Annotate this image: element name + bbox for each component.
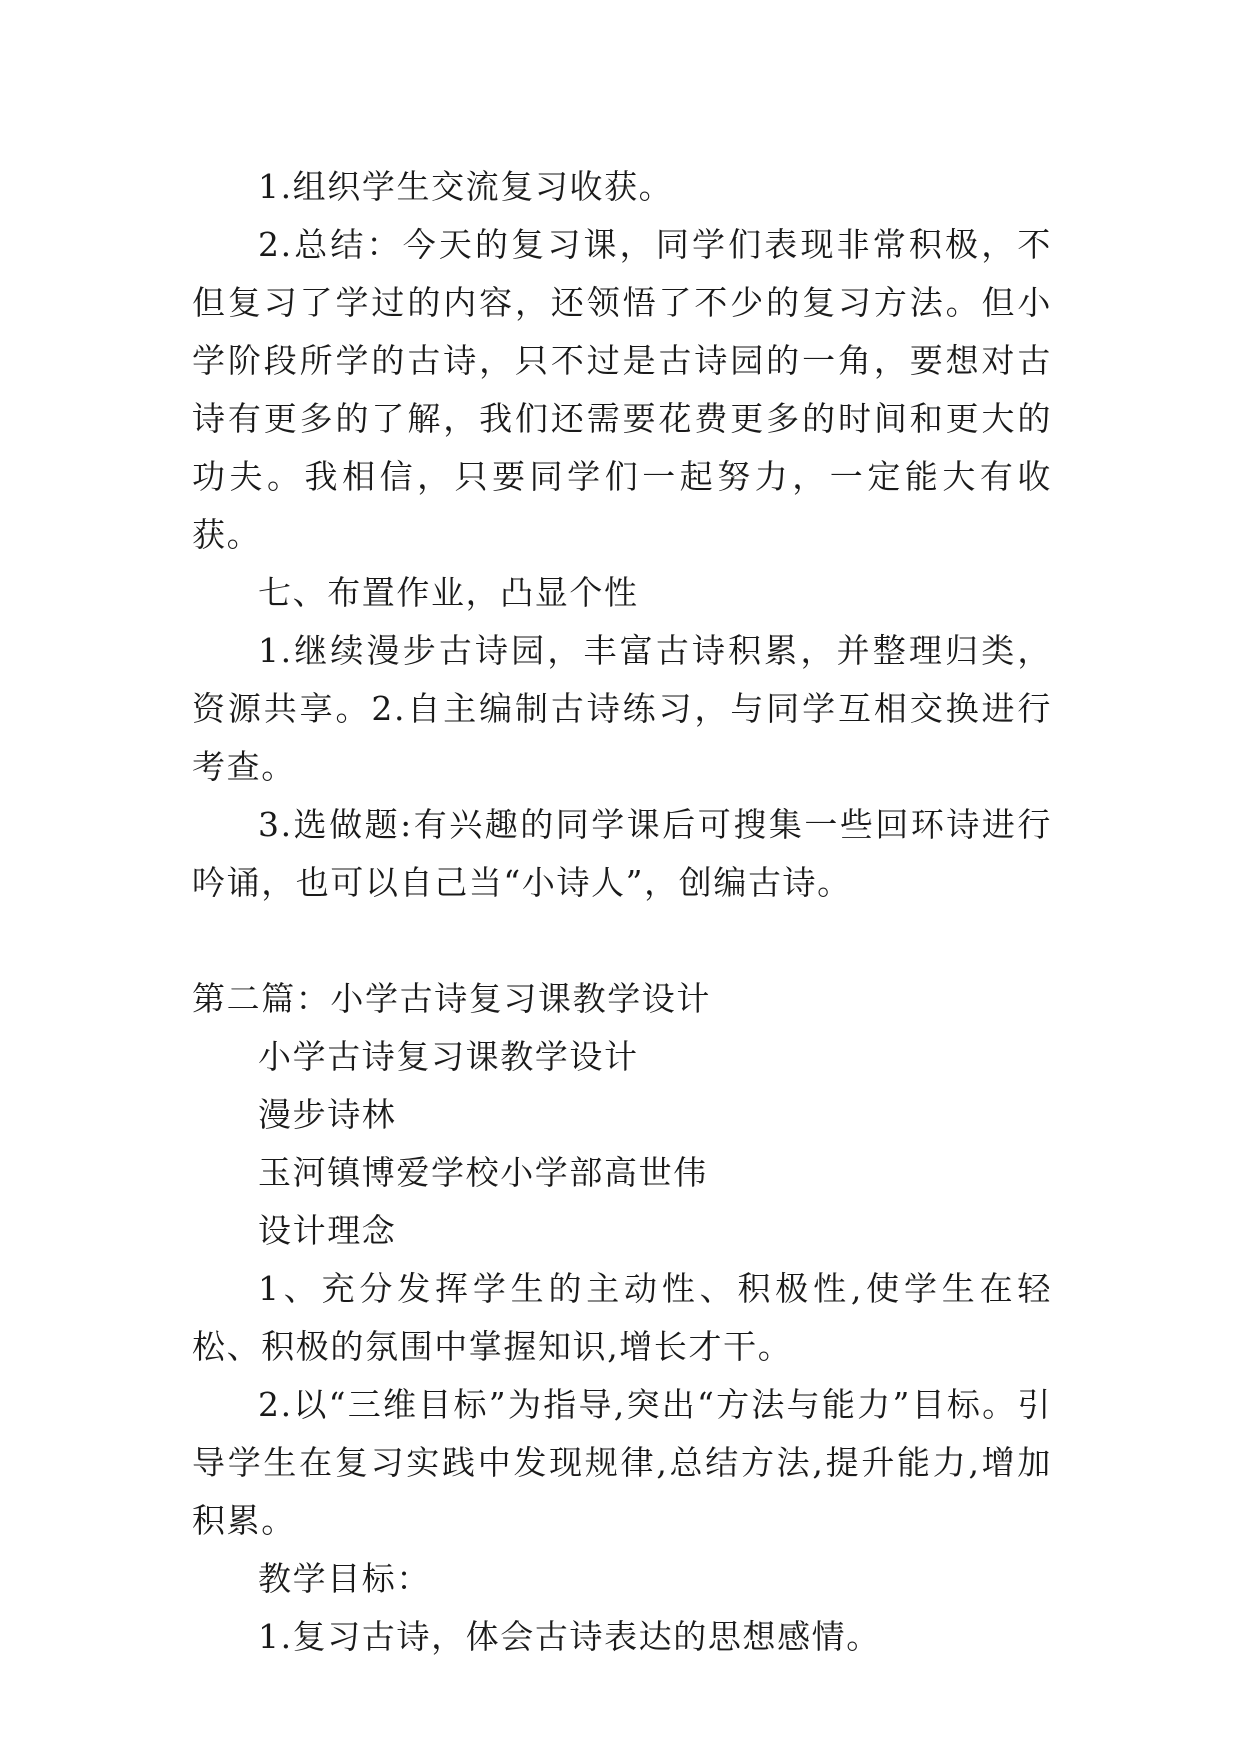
paragraph-summary: 2.总结：今天的复习课，同学们表现非常积极，不但复习了学过的内容，还领悟了不少的复习方法。但小学阶段所学的古诗，只不过是古诗园的一角，要想对古诗有更多的了解，我们还需要花费更多的时间和更大的功夫。我相信，只要同学们一起努力，一定能大有收获。 [192,225,1052,554]
part-two-title: 第二篇：小学古诗复习课教学设计 [192,979,711,1018]
heading-assign-homework: 七、布置作业，凸显个性 [258,573,639,612]
paragraph-exchange-gains: 1.组织学生交流复习收获。 [258,167,674,206]
paragraph-homework-1-2: 1.继续漫步古诗园，丰富古诗积累，并整理归类，资源共享。2.自主编制古诗练习，与同学互相交换进行考查。 [192,631,1052,786]
paragraph-homework-3: 3.选做题:有兴趣的同学课后可搜集一些回环诗进行吟诵，也可以自己当“小诗人”，创编古诗。 [192,805,1052,902]
heading-teaching-goals: 教学目标： [258,1559,431,1598]
section-spacer [192,912,1052,970]
paragraph-concept-2: 2.以“三维目标”为指导,突出“方法与能力”目标。引导学生在复习实践中发现规律,总结方法,提升能力,增加积累。 [192,1385,1052,1540]
paragraph-goal-1: 1.复习古诗，体会古诗表达的思想感情。 [258,1617,881,1656]
document-body [192,158,1052,1666]
lesson-subtitle: 漫步诗林 [258,1095,397,1134]
paragraph-concept-1: 1、充分发挥学生的主动性、积极性,使学生在轻松、积极的氛围中掌握知识,增长才干。 [192,1269,1052,1366]
author-line: 玉河镇博爱学校小学部高世伟 [258,1153,708,1192]
heading-design-concept: 设计理念 [258,1211,397,1250]
lesson-title: 小学古诗复习课教学设计 [258,1037,639,1076]
